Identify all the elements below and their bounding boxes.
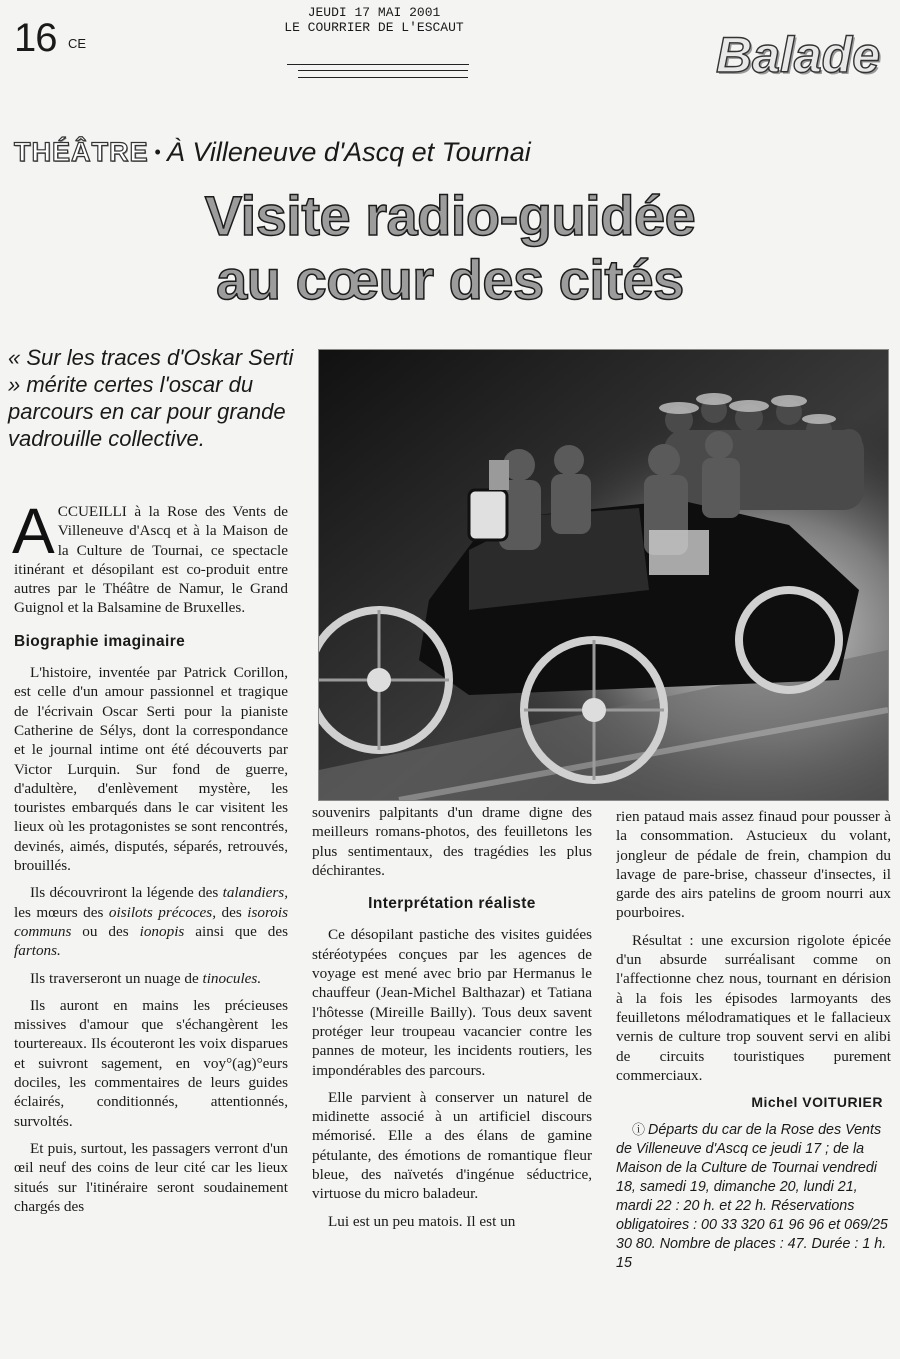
p3-text-a: Ils traverseront un nuage de bbox=[30, 969, 203, 987]
paragraph-2 bbox=[14, 883, 288, 960]
info-icon: ⓘ bbox=[632, 1122, 646, 1138]
kicker-category: THÉÂTRE bbox=[14, 137, 149, 167]
masthead-rule-2 bbox=[298, 70, 468, 71]
newspaper-name: LE COURRIER DE L'ESCAUT bbox=[284, 20, 464, 35]
headline bbox=[140, 184, 760, 312]
paragraph-1: L'histoire, inventée par Patrick Corillon, est celle d'un amour passionnel et tragique de l'écrivain Oscar Serti pour la pianiste Catherine de Sélys, dont la correspondance et le journal intime ont été découverts par Victor Lurquin. Sur fond de guerre, d'adultère, d'enlèvement mystère, les touristes embarqués dans le car visitent les lieux où les protagonistes se sont rencontrés, devinés, aimés, disputés, séparés, retrouvés, brouillés. bbox=[14, 664, 288, 875]
subhead-biographie: Biographie imaginaire bbox=[14, 632, 186, 650]
vintage-car-photo bbox=[319, 350, 888, 800]
paragraph-3 bbox=[14, 969, 288, 988]
byline: Michel VOITURIER bbox=[751, 1094, 883, 1111]
p2-text-c: les mœurs des bbox=[14, 903, 109, 921]
paragraph-6: souvenirs palpitants d'un drame digne des meilleurs romans-photos, des feuilletons les plus sentimentaux, des tragédies les plus déchirantes. bbox=[312, 804, 592, 879]
masthead-rule-3 bbox=[298, 77, 468, 78]
headline-line-1: Visite radio-guidée bbox=[204, 184, 696, 247]
masthead bbox=[280, 5, 468, 35]
lead-text: CCUEILLI à la Rose des Vents de Villeneuve d'Ascq et à la Maison de la Culture de Tournai, ce spectacle itinérant et désopilant est co-produit entre autres par le Théâtre de Namur, le Grand Guignol et la Balsamine de Bruxelles. bbox=[14, 503, 288, 617]
kicker-place: À Villeneuve d'Ascq et Tournai bbox=[166, 137, 531, 167]
article-photo bbox=[318, 349, 889, 801]
paragraph-8: Elle parvient à conserver un naturel de midinette associé à un artificiel discours mémorisé. Elle a des élans de gamine pétulante, des émotions de romantique fleur bleue, des naïvetés d'ingénue séductrice, virtuose du micro baladeur. bbox=[312, 1088, 592, 1203]
masthead-rule-1 bbox=[287, 64, 469, 65]
p2-text-a: Ils découvriront la légende des bbox=[30, 884, 223, 902]
p2-italic-j: fartons. bbox=[14, 942, 61, 960]
paragraph-10: rien pataud mais assez finaud pour pousser à la consommation. Astucieux du volant, jongleur de pédale de frein, champion du lavage de pare-brise, chasseur d'insectes, il garde des airs patelins de groom nourri aux pourboires. bbox=[616, 808, 891, 922]
paragraph-5: Et puis, surtout, les passagers verront d'un œil neuf des coins de leur cité car les lieux situés sur l'itinéraire seront soudainement chargés des bbox=[14, 1139, 288, 1215]
column-3 bbox=[616, 807, 891, 1281]
p2-italic-d: oisilots précoces, bbox=[108, 903, 217, 921]
paragraph-9: Lui est un peu matois. Il est un bbox=[328, 1212, 516, 1230]
headline-line-2: au cœur des cités bbox=[216, 248, 684, 311]
column-2 bbox=[312, 803, 592, 1239]
section-title: Balade bbox=[716, 27, 880, 83]
p3-italic-b: tinocules. bbox=[202, 969, 262, 987]
lead-paragraph bbox=[12, 495, 288, 618]
p2-text-e: des bbox=[216, 903, 248, 921]
p2-italic-f: isorois communs bbox=[14, 903, 289, 940]
column-1 bbox=[12, 495, 289, 1224]
paragraph-4: Ils auront en mains les précieuses missives d'amour que s'échangèrent les tourtereaux. Ils écouteront les voix disparues et suivront sagement, en voy°(ag)°eurs dociles, les commentaires de leurs guides éclairés, conditionnés, attentionnés, survoltés. bbox=[14, 996, 288, 1130]
practical-info bbox=[616, 1120, 891, 1273]
p2-italic-b: talandiers, bbox=[222, 884, 288, 902]
page-number: 16 bbox=[14, 16, 57, 60]
paragraph-11: Résultat : une excursion rigolote épicée d'un absurde surréalisant comme on l'affectionne chez nous, tournant en dérision à la fois les épisodes larmoyants des feuilletons mélodramatiques et le fallacieux vernis de culture trop souvent servi en alibi de circuits touristiques purement commerciaux. bbox=[616, 931, 891, 1084]
standfirst: « Sur les traces d'Oskar Serti » mérite certes l'oscar du parcours en car pour grande vadrouille collective. bbox=[8, 345, 294, 451]
bullet-icon: • bbox=[154, 142, 161, 162]
p2-text-g: ou des bbox=[71, 922, 140, 940]
subhead-interpretation: Interprétation réaliste bbox=[368, 895, 536, 913]
edition-code: CE bbox=[68, 36, 87, 51]
issue-date: JEUDI 17 MAI 2001 bbox=[307, 5, 441, 20]
paragraph-7: Ce désopilant pastiche des visites guidées stéréotypées conçues par les agences de voyage est mené avec brio par Hermanus le chauffeur (Jean-Michel Balthazar) et Tatiana l'hôtesse (Mireille Bailly). Tous deux savent protéger leur troupeau vacancier contre les pannes de moteur, les incidents routiers, les impondérables des parcours. bbox=[312, 926, 592, 1079]
practical-info-text: Départs du car de la Rose des Vents de Villeneuve d'Ascq ce jeudi 17 ; de la Maison de la Culture de Tournai vendredi 18, samedi 19, dimanche 20, lundi 21, mardi 22 : 20 h. et 22 h. Réservations obligatoires : 00 33 320 61 96 96 et 069/25 30 80. Nombre de places : 47. Durée : 1 h. 15 bbox=[616, 1122, 888, 1272]
kicker bbox=[14, 136, 531, 171]
p2-italic-h: ionopis bbox=[139, 922, 185, 940]
drop-cap: A bbox=[12, 495, 55, 567]
p2-text-i: ainsi que des bbox=[184, 922, 288, 940]
